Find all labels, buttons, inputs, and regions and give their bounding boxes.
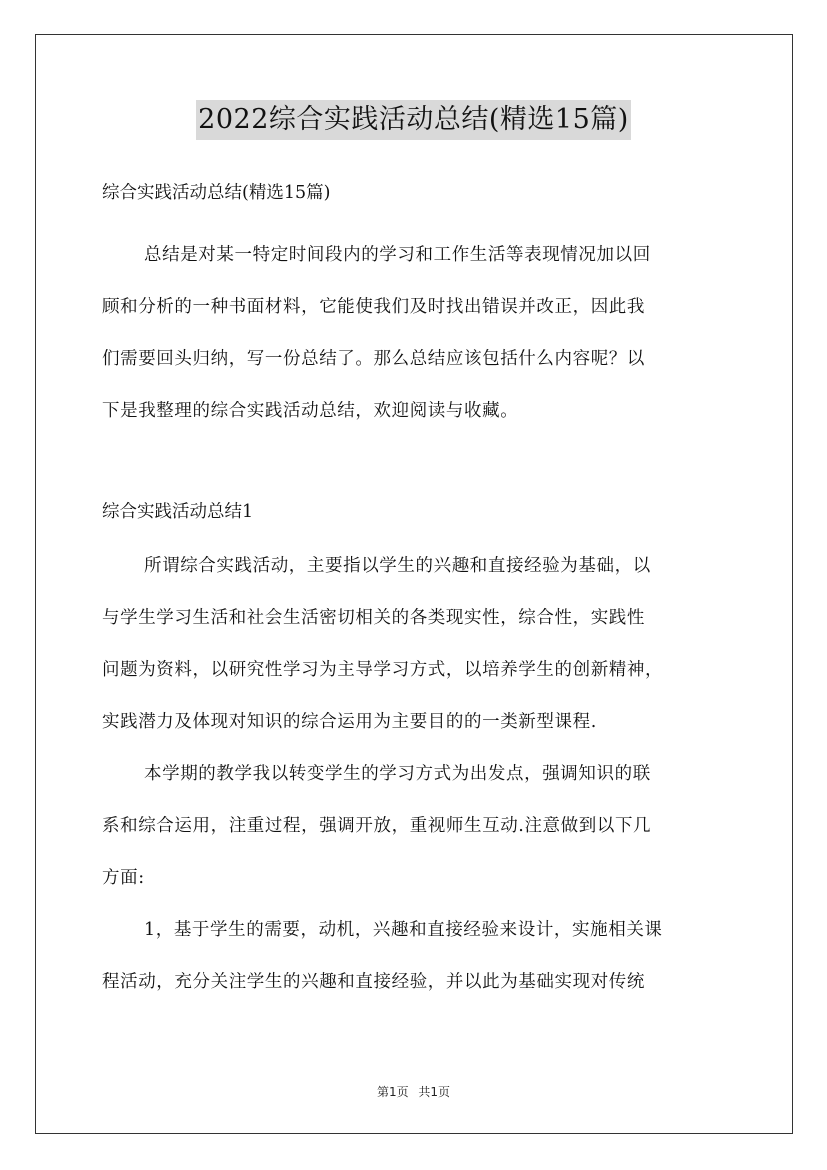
page-number: 第1页 [376,1085,409,1099]
intro-paragraph [102,229,728,437]
document-title: 2022综合实践活动总结(精选15篇) [196,100,631,140]
document-body [102,174,728,1008]
title-area [0,100,827,140]
paragraph-line: 本学期的教学我以转变学生的学习方式为出发点，强调知识的联 [144,764,651,784]
paragraph-line: 1，基于学生的需要，动机，兴趣和直接经验来设计，实施相关课 [144,920,663,940]
paragraph-line: 实践潜力及体现对知识的综合运用为主要目的的一类新型课程. [102,712,597,732]
paragraph-line: 所谓综合实践活动，主要指以学生的兴趣和直接经验为基础，以 [144,556,651,576]
paragraph-line: 总结是对某一特定时间段内的学习和工作生活等表现情况加以回 [144,245,651,265]
page-total: 共1页 [418,1085,451,1099]
paragraph-line: 顾和分析的一种书面材料，它能使我们及时找出错误并改正，因此我 [102,297,645,317]
page-footer [0,1083,827,1100]
paragraph-line: 们需要回头归纳，写一份总结了。那么总结应该包括什么内容呢？以 [102,349,645,369]
paragraph-line: 与学生学习生活和社会生活密切相关的各类现实性，综合性，实践性 [102,608,645,628]
paragraph-line: 下是我整理的综合实践活动总结，欢迎阅读与收藏。 [102,401,519,421]
section-heading: 综合实践活动总结1 [102,502,254,522]
paragraph-line: 程活动，充分关注学生的兴趣和直接经验，并以此为基础实现对传统 [102,972,645,992]
paragraph-line: 方面: [102,868,145,888]
paragraph-line: 系和综合运用，注重过程，强调开放，重视师生互动.注意做到以下几 [102,816,652,836]
document-subtitle: 综合实践活动总结(精选15篇) [102,183,331,203]
paragraph-line: 问题为资料，以研究性学习为主导学习方式，以培养学生的创新精神， [102,660,664,680]
paragraph-1 [102,540,728,748]
paragraph-2 [102,748,728,904]
paragraph-3 [102,904,728,1008]
